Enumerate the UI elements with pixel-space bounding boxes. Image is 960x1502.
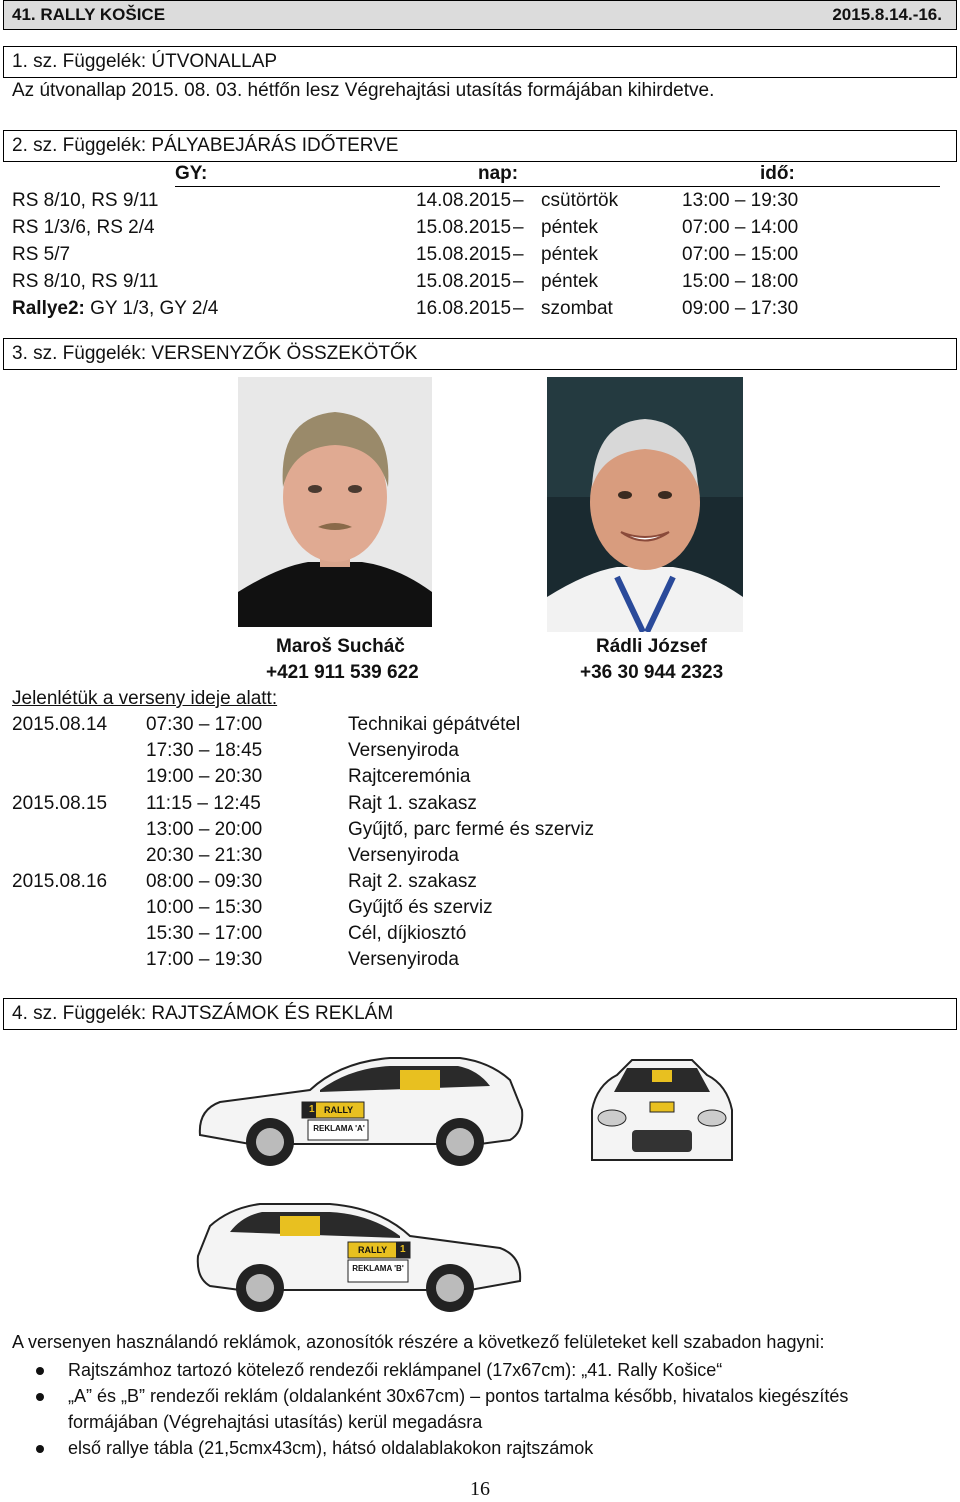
person2-phone: +36 30 944 2323 <box>580 662 724 683</box>
bullet-item: Rajtszámhoz tartozó kötelező rendezői reklámpanel (17x67cm): „41. Rally Košice“ <box>0 1357 930 1383</box>
car-a-reklam-label: REKLAMA 'A' <box>313 1124 365 1133</box>
recon-row-gy: RS 1/3/6, RS 2/4 <box>12 217 155 238</box>
section1-box <box>3 46 957 78</box>
recon-row-gy: RS 5/7 <box>12 244 71 265</box>
schedule-time: 19:00 – 20:30 <box>146 766 263 787</box>
car-side-b-illustration <box>190 1186 530 1316</box>
car-side-a-illustration <box>190 1040 530 1170</box>
recon-row-dash: – <box>513 298 524 319</box>
schedule-date: 2015.08.16 <box>12 871 108 892</box>
section3-box <box>3 338 957 370</box>
recon-row-time: 07:00 – 15:00 <box>682 244 799 265</box>
schedule-place: Versenyiroda <box>348 740 459 761</box>
section4-box <box>3 998 957 1030</box>
section1-title: 1. sz. Függelék: ÚTVONALLAP <box>12 51 278 72</box>
recon-row-day: péntek <box>541 271 599 292</box>
car-b-reklam-label: REKLAMA 'B' <box>352 1264 404 1273</box>
schedule-time: 07:30 – 17:00 <box>146 714 263 735</box>
col-nap-header: nap: <box>478 163 519 184</box>
recon-row-time: 07:00 – 14:00 <box>682 217 799 238</box>
schedule-time: 08:00 – 09:30 <box>146 871 263 892</box>
recon-row-date: 15.08.2015 <box>416 271 512 292</box>
event-title: 41. RALLY KOŠICE <box>12 5 166 24</box>
event-dates: 2015.8.14.-16. <box>832 5 942 24</box>
car-b-number: 1 <box>400 1244 406 1255</box>
person2-photo <box>547 377 743 632</box>
car-front-illustration <box>572 1040 752 1170</box>
presence-label: Jelenlétük a verseny ideje alatt: <box>12 688 278 709</box>
recon-row-day: csütörtök <box>541 190 619 211</box>
recon-row-time: 09:00 – 17:30 <box>682 298 799 319</box>
schedule-time: 11:15 – 12:45 <box>146 793 261 814</box>
schedule-place: Rajtceremónia <box>348 766 471 787</box>
schedule-time: 17:30 – 18:45 <box>146 740 263 761</box>
sponsor-bullets <box>0 1357 930 1461</box>
schedule-date: 2015.08.14 <box>12 714 108 735</box>
person2-name: Rádli József <box>596 636 707 657</box>
recon-row-date: 15.08.2015 <box>416 244 512 265</box>
recon-row-time: 13:00 – 19:30 <box>682 190 799 211</box>
section3-title: 3. sz. Függelék: VERSENYZŐK ÖSSZEKÖTŐK <box>12 343 418 364</box>
schedule-place: Rajt 2. szakasz <box>348 871 477 892</box>
recon-row-date: 14.08.2015 <box>416 190 512 211</box>
page-number: 16 <box>470 1478 490 1500</box>
recon-row-dash: – <box>513 190 524 211</box>
person1-photo <box>238 377 432 627</box>
recon-row-gy <box>12 298 218 320</box>
schedule-place: Versenyiroda <box>348 845 459 866</box>
section2-box <box>3 130 957 162</box>
car-a-rally-label: RALLY <box>324 1105 354 1115</box>
car-a-number: 1 <box>309 1104 315 1115</box>
recon-row-gy: RS 8/10, RS 9/11 <box>12 271 159 292</box>
recon-row-date: 15.08.2015 <box>416 217 512 238</box>
recon-row-time: 15:00 – 18:00 <box>682 271 799 292</box>
section2-title: 2. sz. Függelék: PÁLYABEJÁRÁS IDŐTERVE <box>12 135 399 156</box>
document-header <box>3 0 957 30</box>
sponsor-intro: A versenyen használandó reklámok, azonosítók részére a következő felületeket kell szabadon hagyni: <box>12 1332 825 1352</box>
person1-phone: +421 911 539 622 <box>266 662 419 683</box>
section4-title: 4. sz. Függelék: RAJTSZÁMOK ÉS REKLÁM <box>12 1003 394 1024</box>
recon-row-dash: – <box>513 217 524 238</box>
schedule-time: 13:00 – 20:00 <box>146 819 263 840</box>
schedule-time: 15:30 – 17:00 <box>146 923 263 944</box>
recon-row-gy-prefix: Rallye2: <box>12 298 85 319</box>
schedule-date: 2015.08.15 <box>12 793 108 814</box>
car-b-rally-label: RALLY <box>358 1245 388 1255</box>
recon-row-dash: – <box>513 244 524 265</box>
schedule-place: Gyűjtő és szerviz <box>348 897 493 918</box>
schedule-place: Rajt 1. szakasz <box>348 793 477 814</box>
bullet-item: első rallye tábla (21,5cmx43cm), hátsó oldalablakokon rajtszámok <box>0 1435 930 1461</box>
schedule-time: 10:00 – 15:30 <box>146 897 263 918</box>
recon-row-day: péntek <box>541 244 599 265</box>
schedule-place: Gyűjtő, parc fermé és szerviz <box>348 819 595 840</box>
schedule-place: Cél, díjkiosztó <box>348 923 467 944</box>
schedule-place: Versenyiroda <box>348 949 459 970</box>
recon-row-dash: – <box>513 271 524 292</box>
recon-row-date: 16.08.2015 <box>416 298 512 319</box>
recon-row-gy: RS 8/10, RS 9/11 <box>12 190 159 211</box>
col-ido-header: idő: <box>760 163 795 184</box>
recon-row-gy-value: GY 1/3, GY 2/4 <box>90 298 219 319</box>
bullet-item: „A” és „B” rendezői reklám (oldalanként 30x67cm) – pontos tartalma később, hivatalos kiegészítés formájában (Végrehajtási utasítás) kerül megadásra <box>0 1383 930 1435</box>
schedule-time: 17:00 – 19:30 <box>146 949 263 970</box>
schedule-time: 20:30 – 21:30 <box>146 845 263 866</box>
section1-text: Az útvonallap 2015. 08. 03. hétfőn lesz Végrehajtási utasítás formájában kihirdetve. <box>12 80 715 101</box>
table-header-rule <box>175 186 940 187</box>
recon-row-day: szombat <box>541 298 613 319</box>
schedule-place: Technikai gépátvétel <box>348 714 521 735</box>
person1-name: Maroš Sucháč <box>276 636 405 657</box>
col-gy-header: GY: <box>175 163 208 184</box>
recon-row-day: péntek <box>541 217 599 238</box>
